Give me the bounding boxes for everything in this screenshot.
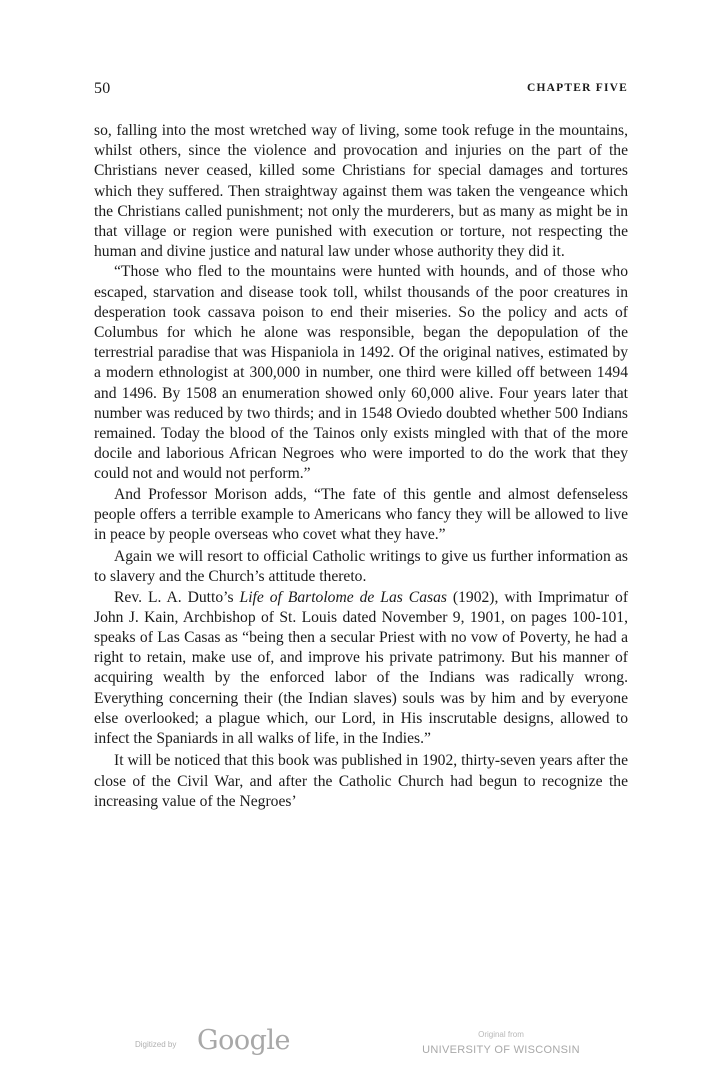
paragraph-5-lead: Rev. L. A. Dutto’s [114, 588, 240, 606]
running-head [94, 80, 628, 100]
university-label: UNIVERSITY OF WISCONSIN [422, 1044, 580, 1056]
book-title: Life of Bartolome de Las Casas [239, 588, 447, 606]
body-text [94, 121, 628, 812]
digitized-by-label: Digitized by [135, 1040, 177, 1049]
paragraph-5 [94, 588, 628, 750]
original-from-label: Original from [478, 1030, 524, 1039]
chapter-title: CHAPTER FIVE [527, 82, 628, 94]
digitization-footer [0, 1020, 711, 1070]
paragraph-2: “Those who fled to the mountains were hunted with hounds, and of those who escaped, starvation and disease took toll, whilst thousands of the poor creatures in desperation took cassava poison to end their miseries. So the policy and acts of Columbus for which he alone was responsible, began the depopulation of the terrestrial paradise that was Hispaniola in 1492. Of the original natives, estimated by a modern ethnologist at 300,000 in number, one third were killed off between 1494 and 1496. By 1508 an enumeration showed only 60,000 alive. Four years later that number was reduced by two thirds; and in 1548 Oviedo doubted whether 500 Indians remained. Today the blood of the Tainos only exists mingled with that of the more docile and laborious African Negroes who were imported to do the work that they could not and would not perform.” [94, 263, 628, 483]
paragraph-4: Again we will resort to official Catholic writings to give us further information as to slavery and the Church’s attitude thereto. [94, 548, 628, 586]
paragraph-6: It will be noticed that this book was published in 1902, thirty-seven years after the close of the Civil War, and after the Catholic Church had begun to recognize the increasing value of the Negroes’ [94, 752, 628, 810]
paragraph-5-rest: (1902), with Imprimatur of John J. Kain, Archbishop of St. Louis dated November 9, 1901, on pages 100-101, speaks of Las Casas as “being then a secular Priest with no vow of Poverty, he had a right to retain, make use of, and improve his private patrimony. But his manner of acquiring wealth by the enforced labor of the Indians was radically wrong. Everything concerning their (the Indian slaves) souls was by him and by everyone else overlooked; a plague which, our Lord, in His inscrutable designs, allowed to infect the Spaniards in all walks of life, in the Indies.” [94, 588, 629, 748]
paragraph-3: And Professor Morison adds, “The fate of this gentle and almost defenseless people offers a terrible example to Americans who fancy they will be allowed to live in peace by people overseas who covet what they have.” [94, 485, 628, 544]
google-logo: Google [197, 1025, 290, 1056]
page-number: 50 [94, 80, 111, 97]
paragraph-1: so, falling into the most wretched way of living, some took refuge in the mountains, whilst others, since the violence and provocation and injuries on the part of the Christians never ceased, killed some Christians for special damages and tortures which they suffered. Then straightway against them was taken the vengeance which the Christians called punishment; not only the murderers, but as many as might be in that village or region were punished with execution or torture, not respecting the human and divine justice and natural law under whose authority they did it. [94, 122, 628, 261]
